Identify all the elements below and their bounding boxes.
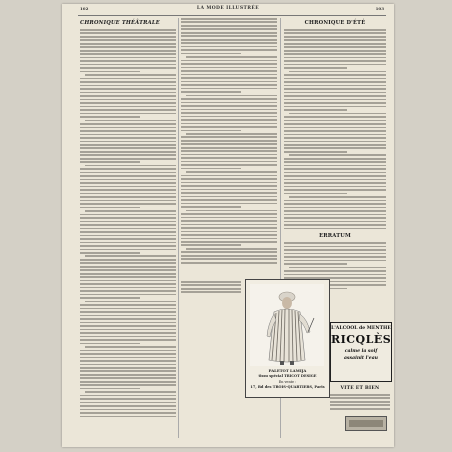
ad-brand-name: RICQLÈS xyxy=(331,333,392,346)
chronique-theatrale-heading: CHRONIQUE THÉÂTRALE xyxy=(80,20,160,26)
text-line xyxy=(80,221,176,223)
text-line xyxy=(181,84,277,86)
text-line xyxy=(284,106,386,108)
text-line xyxy=(284,46,386,48)
text-line xyxy=(80,231,176,233)
text-line xyxy=(80,409,176,411)
text-line xyxy=(80,29,176,31)
text-line xyxy=(80,235,176,237)
text-line xyxy=(80,147,176,149)
text-line xyxy=(80,53,176,55)
text-line xyxy=(284,242,386,244)
text-line xyxy=(80,116,140,118)
text-line xyxy=(284,214,386,216)
ad-line-alcool: L'ALCOOL de MENTHE xyxy=(331,326,391,331)
text-line xyxy=(181,98,277,100)
erratum-heading: ERRATUM xyxy=(319,233,351,240)
text-line xyxy=(284,260,386,262)
text-line xyxy=(181,70,277,72)
text-line xyxy=(181,126,277,128)
text-line xyxy=(80,158,176,160)
text-line xyxy=(181,112,277,114)
text-line xyxy=(284,53,386,55)
text-line xyxy=(284,141,386,143)
text-line xyxy=(284,95,386,97)
text-line xyxy=(181,241,277,243)
text-line xyxy=(80,377,176,379)
text-line xyxy=(181,234,277,236)
text-line xyxy=(80,297,140,299)
text-line xyxy=(80,290,176,292)
text-line xyxy=(284,256,386,258)
chronique-ete-heading: CHRONIQUE D'ÉTÉ xyxy=(304,20,366,26)
text-line xyxy=(80,57,176,59)
text-line xyxy=(181,238,277,240)
text-line xyxy=(284,64,386,66)
text-line xyxy=(181,189,277,191)
text-line xyxy=(186,171,277,173)
text-line xyxy=(284,147,386,149)
text-line xyxy=(181,42,277,44)
text-line xyxy=(80,367,176,369)
text-line xyxy=(181,175,277,177)
text-line xyxy=(284,102,386,104)
text-line xyxy=(80,395,176,397)
text-line xyxy=(80,161,140,163)
text-line xyxy=(181,91,241,93)
text-line xyxy=(181,284,241,286)
text-line xyxy=(80,336,176,338)
text-line xyxy=(181,143,277,145)
text-line xyxy=(80,144,176,146)
text-line xyxy=(80,228,176,230)
text-line xyxy=(80,318,176,320)
text-line xyxy=(80,182,176,184)
text-line xyxy=(284,224,386,226)
text-line xyxy=(284,270,386,272)
text-line xyxy=(181,185,277,187)
text-line xyxy=(80,276,176,278)
text-line xyxy=(284,161,386,163)
text-line xyxy=(284,210,386,212)
text-line xyxy=(181,39,277,41)
text-line xyxy=(284,116,386,118)
text-line xyxy=(80,113,176,115)
text-line xyxy=(181,81,277,83)
text-line xyxy=(80,123,176,125)
vite-et-bien-heading: VITE ET BIEN xyxy=(340,386,380,391)
text-line xyxy=(80,141,176,143)
text-line xyxy=(80,95,176,97)
text-line xyxy=(80,360,176,362)
text-line xyxy=(80,398,176,400)
text-line xyxy=(181,119,277,121)
text-line xyxy=(80,217,176,219)
text-line xyxy=(80,137,176,139)
text-line xyxy=(330,401,390,403)
text-line xyxy=(181,130,241,132)
text-line xyxy=(80,325,176,327)
text-line xyxy=(284,81,386,83)
text-line xyxy=(80,106,176,108)
text-line xyxy=(80,64,176,66)
text-line xyxy=(284,43,386,45)
text-line xyxy=(80,224,176,226)
text-line xyxy=(284,109,347,111)
magazine-title: LA MODE ILLUSTRÉE xyxy=(196,6,260,11)
text-line xyxy=(80,36,176,38)
text-line xyxy=(80,179,176,181)
text-line xyxy=(284,221,386,223)
fashion-photo-frame xyxy=(245,279,330,398)
text-line xyxy=(80,109,176,111)
text-line xyxy=(80,50,176,52)
text-line xyxy=(186,248,277,250)
text-line xyxy=(80,193,176,195)
column-right-text-1 xyxy=(284,29,386,229)
woman-in-striped-coat-illustration xyxy=(250,284,324,366)
text-line xyxy=(80,343,140,345)
text-line xyxy=(181,123,277,125)
text-line xyxy=(284,200,386,202)
text-line xyxy=(181,192,277,194)
text-line xyxy=(80,364,176,366)
text-line xyxy=(80,308,176,310)
text-line xyxy=(80,134,176,136)
text-line xyxy=(80,315,176,317)
text-line xyxy=(80,273,176,275)
text-line xyxy=(80,384,176,386)
text-line xyxy=(330,394,390,396)
text-line xyxy=(284,217,386,219)
text-line xyxy=(284,168,386,170)
text-line xyxy=(80,388,140,390)
text-line xyxy=(284,32,386,34)
text-line xyxy=(80,88,176,90)
text-line xyxy=(284,137,386,139)
magazine-page xyxy=(62,4,394,447)
text-line xyxy=(284,29,386,31)
text-line xyxy=(80,81,176,83)
text-line xyxy=(85,255,176,257)
text-line xyxy=(284,203,386,205)
text-line xyxy=(80,186,176,188)
text-line xyxy=(284,39,386,41)
text-line xyxy=(289,71,386,73)
text-line xyxy=(181,164,277,166)
text-line xyxy=(181,105,277,107)
text-line xyxy=(85,165,176,167)
text-line xyxy=(284,50,386,52)
text-line xyxy=(181,288,241,290)
text-line xyxy=(181,291,241,293)
text-line xyxy=(85,391,176,393)
text-line xyxy=(80,283,176,285)
text-line xyxy=(80,43,176,45)
text-line xyxy=(85,74,176,76)
text-line xyxy=(284,186,386,188)
text-line xyxy=(330,408,390,410)
text-line xyxy=(80,99,176,101)
text-line xyxy=(181,217,277,219)
text-line xyxy=(80,151,176,153)
text-line xyxy=(284,165,386,167)
text-line xyxy=(284,67,347,69)
text-line xyxy=(80,214,176,216)
text-line xyxy=(80,78,176,80)
text-line xyxy=(80,405,176,407)
text-line xyxy=(80,242,176,244)
photo-caption-name: PALETOT LAMIJA xyxy=(268,368,307,373)
text-line xyxy=(80,262,176,264)
text-line xyxy=(80,287,176,289)
text-line xyxy=(284,144,386,146)
vite-et-bien-text xyxy=(330,394,390,410)
column-middle xyxy=(181,18,277,276)
text-line xyxy=(80,329,176,331)
text-line xyxy=(80,252,140,254)
text-line xyxy=(181,196,277,198)
text-line xyxy=(181,28,277,30)
text-line xyxy=(80,238,176,240)
text-line xyxy=(80,357,176,359)
text-line xyxy=(289,196,386,198)
text-line xyxy=(181,88,277,90)
text-line xyxy=(80,46,176,48)
text-line xyxy=(181,49,277,51)
text-line xyxy=(284,246,386,248)
text-line xyxy=(284,207,386,209)
text-line xyxy=(284,158,386,160)
text-line xyxy=(80,259,176,261)
photo-caption-address: 17, Bd des TROIS-QUARTIERS, Paris xyxy=(250,385,325,389)
page-number-left: 102 xyxy=(80,6,89,11)
text-line xyxy=(181,32,277,34)
text-line xyxy=(181,206,241,208)
text-line xyxy=(80,130,176,132)
text-line xyxy=(80,311,176,313)
text-line xyxy=(80,370,176,372)
text-line xyxy=(181,157,277,159)
text-line xyxy=(80,245,176,247)
text-line xyxy=(181,262,277,264)
text-line xyxy=(80,102,176,104)
text-line xyxy=(80,332,176,334)
text-line xyxy=(181,182,277,184)
text-line xyxy=(284,274,386,276)
text-line xyxy=(284,57,386,59)
text-line xyxy=(289,113,386,115)
text-line xyxy=(80,269,176,271)
ad-tagline-2: assainit l'eau xyxy=(343,356,379,361)
text-line xyxy=(80,196,176,198)
text-line xyxy=(181,168,241,170)
text-line xyxy=(181,116,277,118)
text-line xyxy=(181,227,277,229)
text-line xyxy=(85,301,176,303)
text-line xyxy=(80,402,176,404)
text-line xyxy=(80,71,140,73)
text-line xyxy=(181,154,277,156)
text-line xyxy=(80,189,176,191)
ad-tagline-1: calme la soif xyxy=(344,349,378,354)
text-line xyxy=(80,32,176,34)
text-line xyxy=(80,374,176,376)
text-line xyxy=(80,350,176,352)
text-line xyxy=(284,151,347,153)
text-line xyxy=(80,172,176,174)
running-head xyxy=(62,6,394,15)
text-line xyxy=(284,123,386,125)
text-line xyxy=(284,78,386,80)
text-line xyxy=(181,281,241,283)
column-rule-left xyxy=(178,18,179,438)
photo-note-text xyxy=(181,281,241,295)
text-line xyxy=(80,67,176,69)
text-line xyxy=(80,304,176,306)
photo-caption-sale: En vente : xyxy=(278,380,297,384)
text-line xyxy=(181,140,277,142)
text-line xyxy=(85,210,176,212)
text-line xyxy=(85,120,176,122)
text-line xyxy=(284,249,386,251)
header-rule xyxy=(78,15,386,16)
text-line xyxy=(181,63,277,65)
text-line xyxy=(80,92,176,94)
text-line xyxy=(284,263,347,265)
text-line xyxy=(181,251,277,253)
text-line xyxy=(181,258,277,260)
text-line xyxy=(284,99,386,101)
text-line xyxy=(80,154,176,156)
text-line xyxy=(284,189,386,191)
text-line xyxy=(284,88,386,90)
text-line xyxy=(284,253,386,255)
ricqles-advertisement xyxy=(330,322,392,382)
text-line xyxy=(80,39,176,41)
text-line xyxy=(181,67,277,69)
text-line xyxy=(284,74,386,76)
text-line xyxy=(80,207,140,209)
text-line xyxy=(80,353,176,355)
small-illustration xyxy=(345,416,387,431)
text-line xyxy=(181,231,277,233)
text-line xyxy=(186,95,277,97)
text-line xyxy=(80,203,176,205)
text-line xyxy=(181,53,241,55)
text-line xyxy=(284,182,386,184)
text-line xyxy=(181,199,277,201)
text-line xyxy=(80,416,176,418)
text-line xyxy=(284,228,386,230)
text-line xyxy=(181,35,277,37)
text-line xyxy=(181,21,277,23)
text-line xyxy=(181,150,277,152)
text-line xyxy=(181,244,241,246)
text-line xyxy=(284,120,386,122)
text-line xyxy=(181,60,277,62)
text-line xyxy=(181,46,277,48)
text-line xyxy=(181,220,277,222)
text-line xyxy=(80,175,176,177)
text-line xyxy=(284,134,386,136)
text-line xyxy=(181,224,277,226)
text-line xyxy=(181,102,277,104)
text-line xyxy=(284,36,386,38)
text-line xyxy=(181,161,277,163)
text-line xyxy=(85,346,176,348)
text-line xyxy=(80,127,176,129)
text-line xyxy=(80,294,176,296)
text-line xyxy=(80,322,176,324)
column-left-text xyxy=(80,29,176,417)
text-line xyxy=(80,280,176,282)
text-line xyxy=(289,267,386,269)
fashion-photo xyxy=(250,284,324,366)
text-line xyxy=(80,412,176,414)
text-line xyxy=(284,60,386,62)
text-line xyxy=(80,381,176,383)
text-line xyxy=(181,77,277,79)
text-line xyxy=(181,147,277,149)
text-line xyxy=(80,85,176,87)
text-line xyxy=(186,56,277,58)
text-line xyxy=(181,178,277,180)
text-line xyxy=(181,136,277,138)
text-line xyxy=(80,200,176,202)
text-line xyxy=(80,266,176,268)
text-line xyxy=(284,175,386,177)
text-line xyxy=(80,249,176,251)
text-line xyxy=(181,18,277,20)
column-middle-text xyxy=(181,18,277,264)
text-line xyxy=(284,127,386,129)
page-number-right: 103 xyxy=(375,6,384,11)
text-line xyxy=(186,133,277,135)
text-line xyxy=(80,168,176,170)
text-line xyxy=(181,255,277,257)
vite-et-bien-section xyxy=(330,384,390,411)
text-line xyxy=(284,85,386,87)
text-line xyxy=(330,397,390,399)
text-line xyxy=(80,339,176,341)
text-line xyxy=(289,154,386,156)
text-line xyxy=(284,193,347,195)
text-line xyxy=(284,92,386,94)
text-line xyxy=(181,74,277,76)
text-line xyxy=(181,109,277,111)
text-line xyxy=(330,404,390,406)
text-line xyxy=(80,60,176,62)
text-line xyxy=(186,210,277,212)
text-line xyxy=(284,179,386,181)
text-line xyxy=(284,172,386,174)
text-line xyxy=(181,213,277,215)
column-left xyxy=(80,18,176,438)
photo-caption-fabric: tissu spécial TRICOT DESIGE xyxy=(258,374,317,378)
text-line xyxy=(284,130,386,132)
text-line xyxy=(181,203,277,205)
text-line xyxy=(181,25,277,27)
